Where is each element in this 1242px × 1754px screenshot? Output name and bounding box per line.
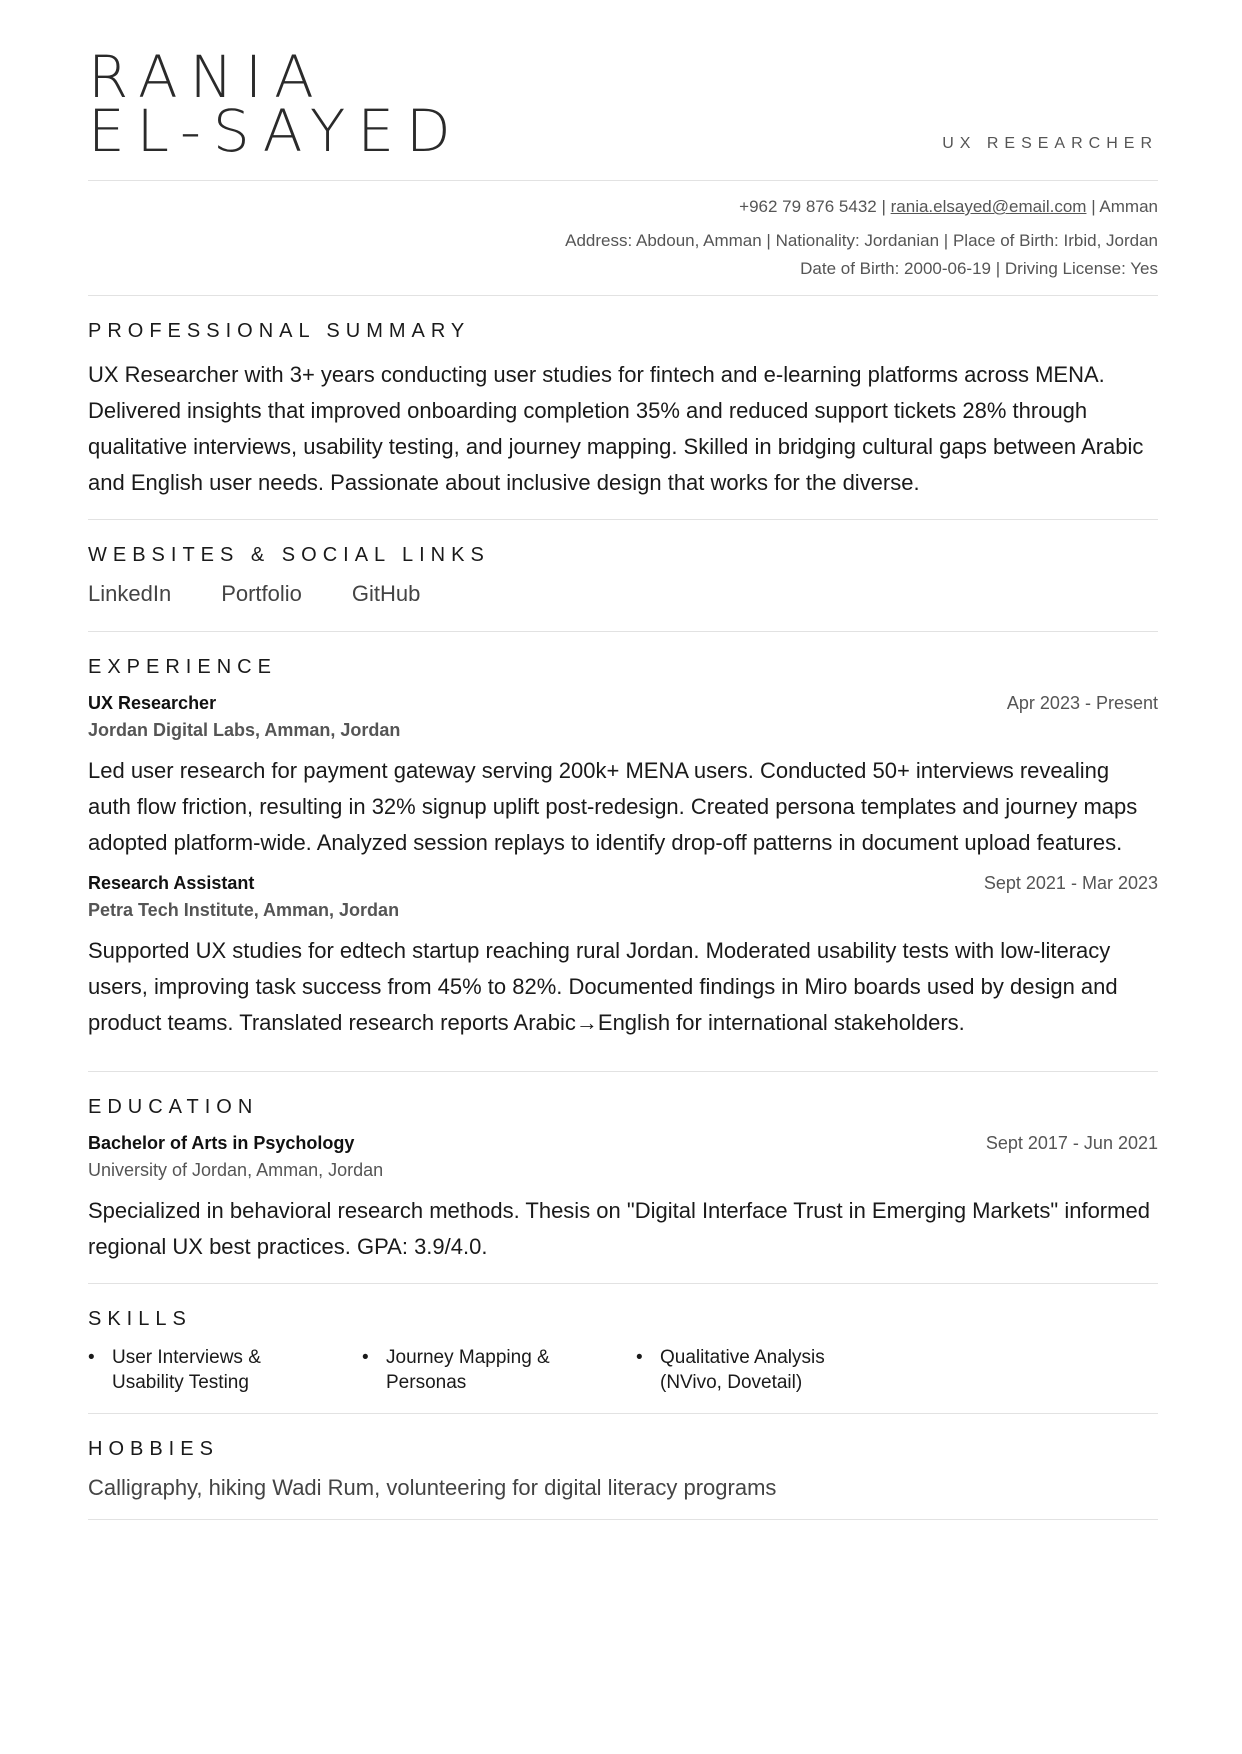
experience-entry <box>88 873 1158 1041</box>
section-title-hobbies: HOBBIES <box>88 1438 219 1460</box>
divider <box>88 1519 1158 1520</box>
contact-row-primary <box>88 193 1158 221</box>
skill-line: (NVivo, Dovetail) <box>660 1372 803 1393</box>
github-link[interactable]: GitHub <box>351 581 421 606</box>
skill-line: User Interviews & <box>112 1347 261 1368</box>
entry-header <box>88 873 1158 894</box>
contact-block <box>88 181 1158 295</box>
education-dates: Sept 2017 - Jun 2021 <box>985 1133 1158 1153</box>
summary-text: UX Researcher with 3+ years conducting user studies for fintech and e-learning platforms across MENA. Delivered insights that improved onboarding completion 35% and reduced support tickets 28% through qualitative interviews, usability testing, and journey mapping. Skilled in bridging cultural gaps between Arabic and English user needs. Passionate about inclusive design that works for the diverse. <box>88 362 1144 495</box>
section-title-experience: EXPERIENCE <box>88 656 277 678</box>
section-title-education: EDUCATION <box>88 1096 259 1118</box>
resume-page <box>88 0 1158 1520</box>
job-dates: Sept 2021 - Mar 2023 <box>983 873 1158 893</box>
experience-section <box>88 632 1158 1071</box>
linkedin-link[interactable]: LinkedIn <box>88 581 172 606</box>
education-section <box>88 1072 1158 1283</box>
job-role: Research Assistant <box>88 873 255 893</box>
skill-item <box>362 1345 636 1395</box>
links-list <box>88 581 1158 613</box>
contact-row-details <box>88 255 1158 283</box>
separator: | <box>881 197 886 216</box>
job-dates: Apr 2023 - Present <box>1006 693 1158 713</box>
job-title: UX RESEARCHER <box>942 135 1158 152</box>
skills-section <box>88 1284 1158 1413</box>
phone-number: +962 79 876 5432 <box>739 197 877 216</box>
skill-line: Usability Testing <box>112 1372 249 1393</box>
skills-list <box>88 1345 1158 1395</box>
section-title-summary: PROFESSIONAL SUMMARY <box>88 320 471 342</box>
job-description: Supported UX studies for edtech startup reaching rural Jordan. Moderated usability tests with low-literacy users, improving task success from 45% to 82%. Documented findings in Miro boards used by design and product teams. Translated research reports Arabic→English for international stakeholders. <box>88 938 1118 1035</box>
skill-item <box>88 1345 362 1395</box>
hobbies-section <box>88 1414 1158 1519</box>
portfolio-link[interactable]: Portfolio <box>221 581 302 606</box>
address: Address: Abdoun, Amman <box>565 231 762 250</box>
job-role: UX Researcher <box>88 693 217 713</box>
driving-license: Driving License: Yes <box>1004 259 1158 278</box>
section-title-skills: SKILLS <box>88 1308 192 1330</box>
separator: | <box>766 231 771 250</box>
separator: | <box>995 259 1001 278</box>
nationality: Nationality: Jordanian <box>775 231 940 250</box>
name-line-last: EL-SAYED <box>88 97 463 165</box>
skill-line: Journey Mapping & <box>386 1347 550 1368</box>
name-line-first: RANIA <box>88 43 326 111</box>
entry-header <box>88 693 1158 714</box>
education-description: Specialized in behavioral research methods. Thesis on "Digital Interface Trust in Emerging Markets" informed regional UX best practices. GPA: 3.9/4.0. <box>88 1198 1150 1259</box>
entry-header <box>88 1133 1158 1154</box>
job-description: Led user research for payment gateway serving 200k+ MENA users. Conducted 50+ interviews revealing auth flow friction, resulting in 32% signup uplift post-redesign. Created persona templates and journey maps adopted platform-wide. Analyzed session replays to identify drop-off patterns in document upload features. <box>88 758 1138 855</box>
place-of-birth: Place of Birth: Irbid, Jordan <box>952 231 1158 250</box>
hobbies-text: Calligraphy, hiking Wadi Rum, volunteering for digital literacy programs <box>88 1475 777 1500</box>
separator: | <box>943 231 949 250</box>
employer: Jordan Digital Labs, Amman, Jordan <box>88 720 401 740</box>
resume-header <box>88 0 1158 180</box>
links-section <box>88 520 1158 631</box>
bullet-icon: • <box>88 1347 95 1368</box>
contact-row-personal <box>88 227 1158 255</box>
skill-item <box>636 1345 910 1395</box>
city: Amman <box>1099 197 1158 216</box>
bullet-icon: • <box>636 1347 643 1368</box>
skill-line: Qualitative Analysis <box>660 1347 825 1368</box>
section-title-links: WEBSITES & SOCIAL LINKS <box>88 544 490 566</box>
institution: University of Jordan, Amman, Jordan <box>88 1160 384 1180</box>
summary-section <box>88 296 1158 519</box>
skill-line: Personas <box>386 1372 467 1393</box>
experience-entry <box>88 693 1158 861</box>
separator: | <box>1091 197 1096 216</box>
candidate-name <box>88 43 463 165</box>
email-link[interactable]: rania.elsayed@email.com <box>890 197 1087 216</box>
degree: Bachelor of Arts in Psychology <box>88 1133 355 1153</box>
date-of-birth: Date of Birth: 2000-06-19 <box>800 259 992 278</box>
bullet-icon: • <box>362 1347 369 1368</box>
employer: Petra Tech Institute, Amman, Jordan <box>88 900 400 920</box>
